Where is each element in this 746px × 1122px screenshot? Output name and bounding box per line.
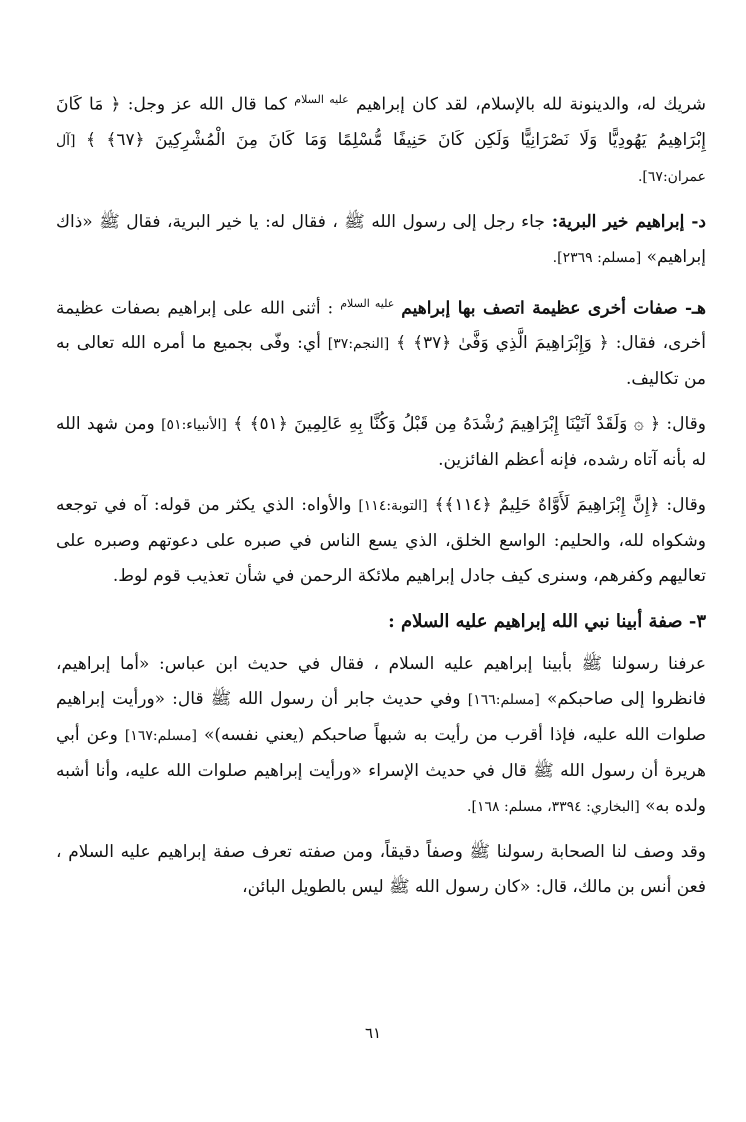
paragraph-other-attributes <box>56 286 706 398</box>
hadith-reference: [مسلم:١٦٧] <box>124 728 197 745</box>
paragraph-text: : أثنى الله على إبراهيم بصفات عظيمة أخرى، فقال: <box>56 298 707 354</box>
quran-verse: ﴿ ۞ وَلَقَدْ آتَيْنَا إِبْرَاهِيمَ رُشْدَهُ مِن قَبْلُ وَكُنَّا بِهِ عَالِمِينَ ﴿٥١﴾ ﴾ <box>233 414 661 435</box>
paragraph-ibrahim-hanif <box>56 82 706 195</box>
paragraph-khayr-albariyya <box>56 205 706 276</box>
paragraph-text: شريك له، والدينونة لله بالإسلام، لقد كان إبراهيم <box>355 94 707 115</box>
hadith-reference: [مسلم:١٦٦] <box>467 692 540 709</box>
paragraph-text: وعن أبي هريرة أن رسول الله ﷺ قال في حديث الإسراء «ورأيت إبراهيم صلوات الله عليه، وأنا أشبه ولده به» <box>56 725 706 817</box>
verse-reference: [الأنبياء:٥١] <box>161 417 227 434</box>
paragraph-text: وقد وصف لنا الصحابة رسولنا ﷺ وصفاً دقيقاً، ومن صفته تعرف صفة إبراهيم عليه السلام ، فعن أنس بن مالك، قال: «كان رسول الله ﷺ ليس بالطويل البائن، <box>56 842 706 898</box>
section-heading: ٣- صفة أبينا نبي الله إبراهيم عليه السلام : <box>388 611 706 633</box>
quran-verse: ﴿إِنَّ إِبْرَاهِيمَ لَأَوَّاهٌ حَلِيمٌ ﴿١١٤﴾﴾ <box>434 495 660 516</box>
verse-reference: [التوبة:١١٤] <box>358 498 428 515</box>
page-body <box>56 82 706 915</box>
paragraph-text: وقال: <box>659 495 707 516</box>
paragraph-text: كما قال الله عز وجل: <box>120 94 288 115</box>
honorific-alayhi-salam: عليه السلام <box>340 296 395 310</box>
subheading: هـ- صفات أخرى عظيمة اتصف بها إبراهيم <box>401 298 706 319</box>
honorific-alayhi-salam: عليه السلام <box>294 93 349 106</box>
paragraph-text: عرفنا رسولنا ﷺ بأبينا إبراهيم عليه السلام ، فقال في حديث ابن عباس: «أما إبراهيم، فانظروا إلى صاحبكم» <box>56 654 707 710</box>
paragraph-resemblance <box>56 647 706 825</box>
verse-reference: [آل عمران:٦٧]. <box>56 132 706 185</box>
hadith-reference: [مسلم: ٢٣٦٩]. <box>552 249 642 266</box>
quran-verse: ﴿ وَإِبْرَاهِيمَ الَّذِي وَفَّىٰ ﴿٣٧﴾ ﴾ <box>396 333 609 354</box>
quran-verse: ﴿ مَا كَانَ إِبْرَاهِيمُ يَهُودِيًّا وَلَا نَصْرَانِيًّا وَلَكِن كَانَ حَنِيفًا مُّسْلِمًا وَمَا كَانَ مِنَ الْمُشْرِكِينَ ﴿٦٧﴾ ﴾ <box>56 94 706 150</box>
paragraph-text: والأواه: الذي يكثر من قوله: آه في توجعه وشكواه لله، والحليم: الواسع الخلق، الذي يسع الناس في صبره على دعوتهم وصبره على تعاليهم وكفرهم، وسنرى كيف جادل إبراهيم ملائكة الرحمن في شأن تعذيب قوم لوط. <box>56 495 706 587</box>
paragraph-text: أي: وفّى بجميع ما أمره الله تعالى به من تكاليف. <box>56 333 706 390</box>
paragraph-text: ومن شهد الله له بأنه آتاه رشده، فإنه أعظم الفائزين. <box>56 414 706 471</box>
page-number: ٦١ <box>364 1024 382 1042</box>
paragraph-text: وفي حديث جابر أن رسول الله ﷺ قال: «ورأيت إبراهيم صلوات الله عليه، فإذا أقرب من رأيت به شبهاً صاحبكم (يعني نفسه)» <box>56 689 707 746</box>
paragraph-description <box>56 835 706 905</box>
verse-reference: [النجم:٣٧] <box>327 336 390 353</box>
paragraph-text: وقال: <box>660 414 707 435</box>
paragraph-text: جاء رجل إلى رسول الله ﷺ ، فقال له: يا خير البرية، فقال ﷺ «ذاك إبراهيم» <box>56 211 706 267</box>
paragraph-rushd <box>56 407 706 478</box>
subheading: د- إبراهيم خير البرية: <box>544 211 706 232</box>
paragraph-awwah-halim <box>56 488 706 594</box>
hadith-reference: [البخاري: ٣٣٩٤، مسلم: ١٦٨]. <box>467 799 640 816</box>
